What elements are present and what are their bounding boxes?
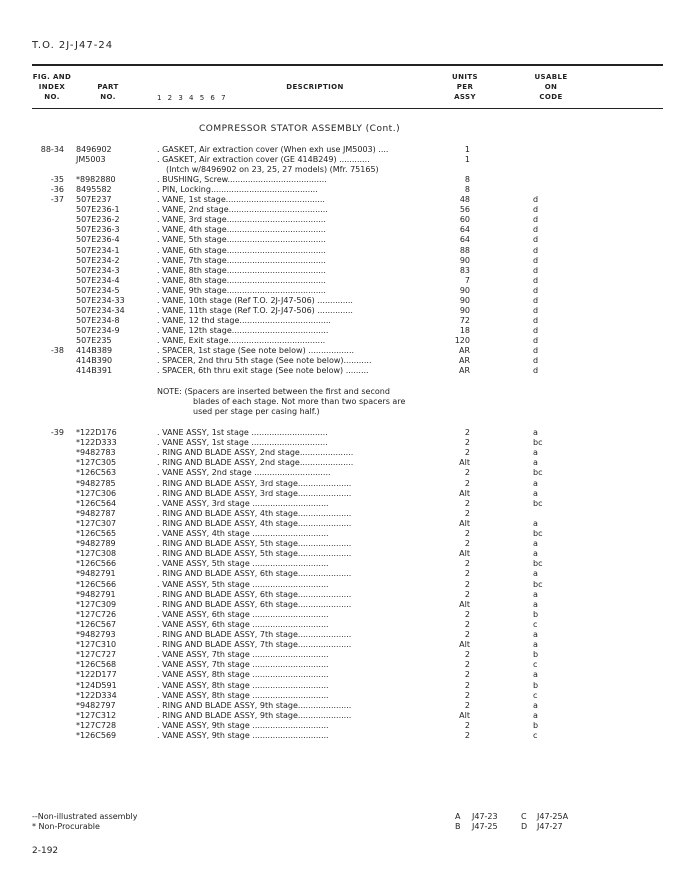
units-per-assy: 72 (459, 315, 470, 325)
part-no: *127C308 (76, 549, 117, 559)
units-per-assy: Alt (459, 458, 470, 468)
description: . VANE ASSY, 8th stage .............................. (157, 690, 329, 700)
description: . RING AND BLADE ASSY, 6th stage..................... (157, 589, 352, 599)
units-per-assy: 7 (464, 275, 470, 285)
description: . RING AND BLADE ASSY, 4th stage..................... (157, 518, 352, 528)
part-no: 414B389 (76, 346, 113, 355)
table-row (0, 286, 695, 296)
part-no: *127C727 (76, 650, 117, 660)
part-no: *9482797 (76, 700, 116, 710)
description: . VANE ASSY, 6th stage .............................. (157, 609, 329, 619)
part-no: *126C569 (76, 731, 117, 740)
table-row (0, 145, 695, 155)
description: . VANE, 1st stage....................................... (157, 195, 325, 205)
table-row (0, 691, 695, 701)
usable-on-code: d (533, 235, 539, 245)
table-row (0, 246, 695, 256)
description: . VANE, 5th stage....................................... (157, 235, 326, 245)
part-no: JM5003 (76, 155, 106, 165)
units-per-assy: 2 (464, 478, 470, 488)
index-no: -36 (50, 185, 64, 195)
table-row (0, 235, 695, 245)
usable-on-code: bc (533, 529, 543, 538)
usable-on-code: d (533, 245, 539, 255)
units-per-assy: 8 (464, 175, 470, 185)
description: . RING AND BLADE ASSY, 3rd stage..................... (157, 478, 352, 488)
model-key-d: D (521, 822, 528, 831)
part-no: *126C567 (76, 619, 117, 629)
footnote-non-procurable: * Non-Procurable (32, 822, 100, 831)
description: . RING AND BLADE ASSY, 2nd stage..................... (157, 458, 354, 468)
table-row (0, 701, 695, 711)
part-no: 507E234-2 (76, 255, 120, 265)
description: . VANE ASSY, 6th stage .............................. (157, 619, 329, 629)
usable-on-code: bc (533, 579, 543, 589)
table-row (0, 336, 695, 346)
description: . SPACER, 2nd thru 5th stage (See note below)........... (157, 356, 372, 366)
part-no: 414B390 (76, 356, 113, 366)
usable-on-code: a (533, 448, 538, 458)
description: . VANE, 6th stage....................................... (157, 245, 326, 255)
description: . VANE, 9th stage....................................... (157, 285, 326, 295)
part-no: *122D334 (76, 690, 117, 700)
part-no: 507E234-33 (76, 295, 125, 305)
table-row (0, 356, 695, 366)
usable-on-code: a (533, 670, 538, 680)
usable-on-code: d (533, 366, 539, 376)
table-row (0, 256, 695, 266)
index-no: -37 (50, 195, 64, 205)
table-row (0, 630, 695, 640)
description: . VANE ASSY, 9th stage .............................. (157, 731, 329, 740)
units-per-assy: 60 (459, 215, 470, 225)
description: . RING AND BLADE ASSY, 9th stage..................... (157, 700, 352, 710)
col-header-usable-on-code: USABLE ON CODE (534, 73, 568, 101)
description: . VANE, 4th stage....................................... (157, 225, 326, 235)
table-row (0, 326, 695, 336)
usable-on-code: d (533, 195, 539, 205)
part-no: 507E234-1 (76, 245, 120, 255)
usable-on-code: c (533, 690, 538, 700)
note-line: blades of each stage. Not more than two spacers are (193, 397, 406, 406)
units-per-assy: 2 (464, 468, 470, 478)
part-no: 507E237 (76, 195, 112, 205)
part-no: 507E234-34 (76, 305, 125, 315)
table-row (0, 205, 695, 215)
part-no: *126C565 (76, 529, 117, 538)
table-row (0, 155, 695, 165)
units-per-assy: 2 (464, 690, 470, 700)
usable-on-code: d (533, 215, 539, 225)
part-no: 507E234-3 (76, 265, 120, 275)
part-no: 507E234-4 (76, 275, 120, 285)
col-header-description: DESCRIPTION (286, 83, 344, 91)
part-no: 507E236-2 (76, 215, 120, 225)
units-per-assy: 2 (464, 680, 470, 690)
table-row (0, 640, 695, 650)
usable-on-code: a (533, 710, 538, 720)
units-per-assy: 2 (464, 579, 470, 589)
description: . RING AND BLADE ASSY, 5th stage..................... (157, 539, 352, 549)
usable-on-code: b (533, 609, 539, 619)
units-per-assy: 2 (464, 589, 470, 599)
description: . VANE, 2nd stage....................................... (157, 205, 328, 215)
description: (Intch w/8496902 on 23, 25, 27 models) (Mfr. 75165) (166, 165, 379, 175)
table-row (0, 165, 695, 175)
usable-on-code: bc (533, 559, 543, 569)
part-no: *127C305 (76, 458, 117, 468)
part-no: 507E236-3 (76, 225, 120, 235)
description: . RING AND BLADE ASSY, 5th stage..................... (157, 549, 352, 559)
col-header-fig-index: FIG. AND INDEX NO. (32, 73, 72, 101)
col-header-units: UNITS PER ASSY (452, 73, 478, 101)
description: . RING AND BLADE ASSY, 6th stage..................... (157, 569, 352, 579)
table-row (0, 549, 695, 559)
table-row (0, 590, 695, 600)
units-per-assy: 2 (464, 650, 470, 660)
units-per-assy: 2 (464, 720, 470, 730)
description: . RING AND BLADE ASSY, 4th stage..................... (157, 508, 352, 518)
part-no: *122D176 (76, 428, 117, 437)
usable-on-code: a (533, 700, 538, 710)
units-per-assy: 2 (464, 529, 470, 538)
units-per-assy: 2 (464, 630, 470, 639)
table-row (0, 569, 695, 579)
part-no: *127C310 (76, 640, 117, 650)
usable-on-code: a (533, 478, 538, 488)
note-line: NOTE: (Spacers are inserted between the first and second (157, 387, 390, 396)
usable-on-code: a (533, 539, 538, 549)
usable-on-code: d (533, 356, 539, 366)
part-no: 8496902 (76, 145, 112, 154)
description: . VANE ASSY, 8th stage .............................. (157, 680, 329, 690)
usable-on-code: a (533, 569, 538, 579)
description: . RING AND BLADE ASSY, 3rd stage..................... (157, 488, 352, 498)
units-per-assy: Alt (459, 488, 470, 498)
description: . VANE ASSY, 5th stage .............................. (157, 559, 329, 569)
units-per-assy: Alt (459, 640, 470, 650)
table-row (0, 580, 695, 590)
usable-on-code: a (533, 549, 538, 559)
description: . VANE, 7th stage....................................... (157, 255, 326, 265)
usable-on-code: b (533, 680, 539, 690)
col-header-indent-scale: 1 2 3 4 5 6 7 (157, 94, 228, 102)
index-no: -39 (50, 428, 64, 437)
description: . RING AND BLADE ASSY, 7th stage..................... (157, 640, 352, 650)
units-per-assy: 2 (464, 559, 470, 569)
table-row (0, 468, 695, 478)
table-row (0, 620, 695, 630)
table-row (0, 610, 695, 620)
description: . VANE ASSY, 8th stage .............................. (157, 670, 329, 680)
description: . RING AND BLADE ASSY, 2nd stage..................... (157, 448, 354, 458)
description: . VANE ASSY, 9th stage .............................. (157, 720, 329, 730)
description: . VANE, 12th stage...................................... (157, 325, 329, 335)
units-per-assy: AR (458, 356, 470, 366)
description: . VANE ASSY, 1st stage .............................. (157, 438, 328, 448)
part-no: *127C726 (76, 609, 117, 619)
part-no: *9482783 (76, 448, 116, 458)
table-row (0, 276, 695, 286)
table-row (0, 458, 695, 468)
units-per-assy: Alt (459, 599, 470, 609)
usable-on-code: b (533, 650, 539, 660)
units-per-assy: 48 (459, 195, 470, 205)
description: . VANE ASSY, 5th stage .............................. (157, 579, 329, 589)
part-no: 507E236-1 (76, 205, 120, 215)
usable-on-code: d (533, 325, 539, 335)
units-per-assy: 2 (464, 619, 470, 629)
part-no: *122D333 (76, 438, 117, 448)
description: . VANE, 3rd stage....................................... (157, 215, 326, 225)
description: . VANE ASSY, 7th stage .............................. (157, 660, 329, 670)
description: . VANE, 11th stage (Ref T.O. 2J-J47-506) .............. (157, 305, 353, 315)
table-row (0, 731, 695, 741)
usable-on-code: d (533, 225, 539, 235)
part-no: 507E234-8 (76, 315, 120, 325)
description: . PIN, Locking.......................................... (157, 185, 318, 195)
description: . VANE, 12 thd stage.................................... (157, 315, 331, 325)
part-no: *127C306 (76, 488, 117, 498)
page-number: 2-192 (32, 846, 59, 856)
part-no: 507E235 (76, 335, 112, 345)
table-row (0, 185, 695, 195)
part-no: 507E236-4 (76, 235, 120, 245)
units-per-assy: Alt (459, 549, 470, 559)
index-no: -35 (50, 175, 64, 185)
part-no: *127C309 (76, 599, 117, 609)
units-per-assy: 2 (464, 660, 470, 670)
table-row (0, 650, 695, 660)
section-title: COMPRESSOR STATOR ASSEMBLY (Cont.) (199, 124, 401, 134)
col-header-part-no: PART NO. (97, 83, 119, 101)
usable-on-code: a (533, 589, 538, 599)
part-no: *9482787 (76, 508, 116, 518)
units-per-assy: 64 (459, 225, 470, 235)
units-per-assy: 18 (459, 325, 470, 335)
table-row (0, 721, 695, 731)
part-no: 8495582 (76, 185, 112, 195)
description: . VANE ASSY, 7th stage .............................. (157, 650, 329, 660)
note-line: used per stage per casing half.) (193, 407, 320, 416)
units-per-assy: 2 (464, 508, 470, 518)
table-row (0, 448, 695, 458)
description: . SPACER, 1st stage (See note below) .................. (157, 346, 355, 355)
usable-on-code: c (533, 660, 538, 670)
description: . RING AND BLADE ASSY, 7th stage..................... (157, 630, 352, 639)
usable-on-code: c (533, 731, 538, 740)
usable-on-code: d (533, 265, 539, 275)
part-no: *127C728 (76, 720, 117, 730)
description: . VANE, 10th stage (Ref T.O. 2J-J47-506) .............. (157, 295, 353, 305)
units-per-assy: 64 (459, 235, 470, 245)
table-row (0, 215, 695, 225)
header-top-rule (32, 64, 663, 66)
units-per-assy: 56 (459, 205, 470, 215)
usable-on-code: c (533, 619, 538, 629)
index-no: 88-34 (40, 145, 64, 154)
part-no: *126C566 (76, 579, 117, 589)
part-no: *126C563 (76, 468, 117, 478)
index-no: -38 (50, 346, 64, 355)
description: . VANE ASSY, 1st stage .............................. (157, 428, 328, 437)
usable-on-code: d (533, 285, 539, 295)
description: . RING AND BLADE ASSY, 9th stage..................... (157, 710, 352, 720)
part-no: *124D591 (76, 680, 117, 690)
usable-on-code: d (533, 335, 539, 345)
table-row (0, 266, 695, 276)
usable-on-code: d (533, 295, 539, 305)
table-row (0, 175, 695, 185)
description: . VANE ASSY, 3rd stage .............................. (157, 498, 329, 508)
description: . BUSHING, Screw....................................... (157, 175, 327, 185)
part-no: *127C312 (76, 710, 117, 720)
units-per-assy: 1 (464, 155, 470, 165)
usable-on-code: d (533, 305, 539, 315)
table-row (0, 316, 695, 326)
units-per-assy: 2 (464, 438, 470, 448)
units-per-assy: 2 (464, 609, 470, 619)
units-per-assy: 90 (459, 295, 470, 305)
usable-on-code: b (533, 720, 539, 730)
units-per-assy: 2 (464, 731, 470, 740)
description: . VANE, 8th stage....................................... (157, 275, 326, 285)
table-row (0, 681, 695, 691)
usable-on-code: bc (533, 498, 543, 508)
units-per-assy: 2 (464, 700, 470, 710)
units-per-assy: Alt (459, 518, 470, 528)
table-row (0, 479, 695, 489)
table-row (0, 529, 695, 539)
usable-on-code: a (533, 630, 538, 639)
part-no: *122D177 (76, 670, 117, 680)
table-row (0, 489, 695, 499)
description: . GASKET, Air extraction cover (GE 414B249) ............ (157, 155, 370, 165)
model-key-a: A (455, 812, 461, 821)
table-row (0, 225, 695, 235)
header-bottom-rule (32, 108, 663, 109)
units-per-assy: 2 (464, 670, 470, 680)
description: . VANE ASSY, 2nd stage .............................. (157, 468, 331, 478)
description: . RING AND BLADE ASSY, 6th stage..................... (157, 599, 352, 609)
table-row (0, 366, 695, 376)
usable-on-code: d (533, 205, 539, 215)
usable-on-code: d (533, 275, 539, 285)
table-row (0, 600, 695, 610)
part-no: 414B391 (76, 366, 113, 376)
usable-on-code: bc (533, 468, 543, 478)
description: . SPACER, 6th thru exit stage (See note below) ......... (157, 366, 369, 376)
units-per-assy: 90 (459, 305, 470, 315)
units-per-assy: 83 (459, 265, 470, 275)
part-no: *126C564 (76, 498, 117, 508)
model-c: J47-25A (537, 812, 569, 821)
usable-on-code: a (533, 518, 538, 528)
units-per-assy: Alt (459, 710, 470, 720)
description: . VANE ASSY, 4th stage .............................. (157, 529, 329, 538)
units-per-assy: 2 (464, 539, 470, 549)
part-no: *9482791 (76, 589, 116, 599)
part-no: *127C307 (76, 518, 117, 528)
units-per-assy: 1 (464, 145, 470, 154)
units-per-assy: AR (458, 366, 470, 376)
table-row (0, 438, 695, 448)
usable-on-code: bc (533, 438, 543, 448)
units-per-assy: 2 (464, 569, 470, 579)
table-row (0, 346, 695, 356)
units-per-assy: 90 (459, 285, 470, 295)
model-d: J47-27 (537, 822, 563, 831)
table-row (0, 306, 695, 316)
part-no: *126C568 (76, 660, 117, 670)
units-per-assy: 90 (459, 255, 470, 265)
usable-on-code: a (533, 640, 538, 650)
table-row (0, 499, 695, 509)
part-no: *9482789 (76, 539, 116, 549)
units-per-assy: 120 (454, 335, 470, 345)
table-row (0, 660, 695, 670)
description: . GASKET, Air extraction cover (When exh use JM5003) .... (157, 145, 389, 154)
table-row (0, 296, 695, 306)
table-row (0, 711, 695, 721)
part-no: 507E234-5 (76, 285, 120, 295)
units-per-assy: 2 (464, 448, 470, 458)
table-row (0, 539, 695, 549)
usable-on-code: d (533, 255, 539, 265)
units-per-assy: AR (458, 346, 470, 355)
footnote-non-illustrated: --Non-illustrated assembly (32, 812, 138, 821)
model-key-c: C (521, 812, 527, 821)
part-no: *8982880 (76, 175, 116, 185)
model-b: J47-25 (472, 822, 498, 831)
units-per-assy: 2 (464, 428, 470, 437)
part-no: 507E234-9 (76, 325, 120, 335)
usable-on-code: d (533, 346, 539, 355)
usable-on-code: a (533, 488, 538, 498)
table-row (0, 428, 695, 438)
table-row (0, 519, 695, 529)
model-a: J47-23 (472, 812, 498, 821)
units-per-assy: 2 (464, 498, 470, 508)
table-row (0, 559, 695, 569)
table-row (0, 195, 695, 205)
part-no: *9482791 (76, 569, 116, 579)
units-per-assy: 8 (464, 185, 470, 195)
units-per-assy: 88 (459, 245, 470, 255)
part-no: *9482785 (76, 478, 116, 488)
usable-on-code: d (533, 315, 539, 325)
description: . VANE, 8th stage....................................... (157, 265, 326, 275)
model-key-b: B (455, 822, 461, 831)
table-row (0, 670, 695, 680)
usable-on-code: a (533, 599, 538, 609)
usable-on-code: a (533, 428, 538, 437)
part-no: *126C566 (76, 559, 117, 569)
description: . VANE, Exit stage...................................... (157, 335, 326, 345)
part-no: *9482793 (76, 630, 116, 639)
table-row (0, 509, 695, 519)
doc-number: T.O. 2J-J47-24 (32, 40, 114, 51)
usable-on-code: a (533, 458, 538, 468)
